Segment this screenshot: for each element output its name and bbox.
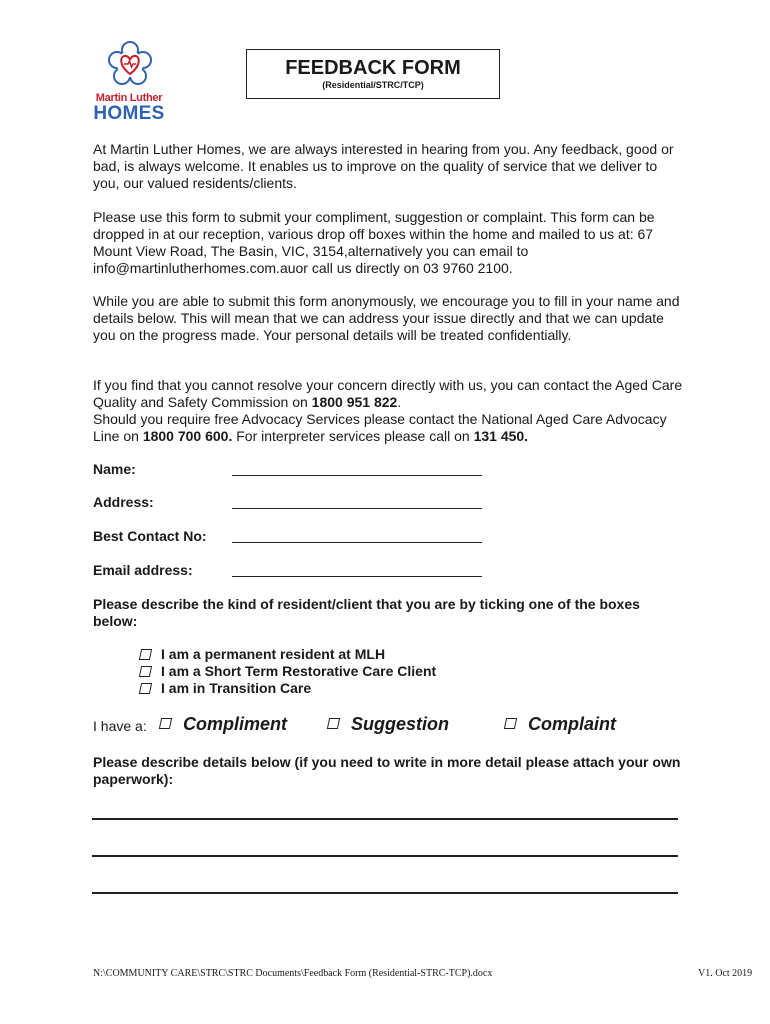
intro-paragraph-2: Please use this form to submit your compliment, suggestion or complaint. This form can be dropped in at our reception, various drop off boxes within the home and mailed to us at: 67 Mount View Road, The Basin, VIC, 3154,alternatively you can email to info@martinlutherhomes.com.auor call us directly on 03 9760 2100. xyxy=(93,209,655,276)
interpreter-text: For interpreter services please call on xyxy=(232,428,474,444)
advocacy-text: Should you require free Advocacy Services please contact the National Aged Care Advocacy Line on xyxy=(93,411,667,444)
form-title: FEEDBACK FORM xyxy=(285,57,461,79)
resident-option-strc[interactable] xyxy=(140,663,436,680)
complaint-label: Complaint xyxy=(528,714,616,734)
suggestion-label: Suggestion xyxy=(351,714,449,734)
resident-option-label: I am a Short Term Restorative Care Client xyxy=(161,663,437,679)
details-line-3[interactable] xyxy=(92,892,678,894)
checkbox-icon[interactable] xyxy=(327,718,340,729)
details-line-1[interactable] xyxy=(92,818,678,820)
resident-question: Please describe the kind of resident/client that you are by ticking one of the boxes below: xyxy=(93,596,640,629)
contact-label: Best Contact No: xyxy=(93,528,207,544)
feedback-type-label: I have a: xyxy=(93,718,147,734)
address-field[interactable] xyxy=(232,508,482,509)
compliment-option[interactable] xyxy=(160,713,287,735)
logo-text-line1: Martin Luther xyxy=(95,92,163,104)
checkbox-icon[interactable] xyxy=(139,683,152,694)
checkbox-icon[interactable] xyxy=(139,666,152,677)
logo-text-line2: HOMES xyxy=(93,103,165,124)
name-field[interactable] xyxy=(232,475,482,476)
intro-paragraph-1: At Martin Luther Homes, we are always interested in hearing from you. Any feedback, good or bad, is always welcome. It enables us to improve on the quality of service that we deliver to you, our valued residents/clients. xyxy=(93,141,674,191)
commission-period: . xyxy=(397,394,402,410)
details-question: Please describe details below (if you need to write in more detail please attach your own paperwork): xyxy=(93,754,681,787)
advocacy-phone: 1800 700 600. xyxy=(142,428,233,444)
name-label: Name: xyxy=(93,461,136,477)
footer-file-path: N:\COMMUNITY CARE\STRC\STRC Documents\Feedback Form (Residential-STRC-TCP).docx xyxy=(93,968,493,979)
suggestion-option[interactable] xyxy=(328,713,449,735)
email-label: Email address: xyxy=(93,562,193,578)
details-line-2[interactable] xyxy=(92,855,678,857)
interpreter-phone: 131 450. xyxy=(473,428,529,444)
commission-text: If you find that you cannot resolve your concern directly with us, you can contact the Aged Care Quality and Safety Commission on xyxy=(93,377,683,410)
checkbox-icon[interactable] xyxy=(139,649,152,660)
compliment-label: Compliment xyxy=(183,714,288,734)
checkbox-icon[interactable] xyxy=(159,718,172,729)
contact-field[interactable] xyxy=(232,542,482,543)
address-label: Address: xyxy=(93,494,154,510)
resident-option-label: I am in Transition Care xyxy=(161,680,312,696)
title-box xyxy=(246,49,500,99)
intro-paragraph-4 xyxy=(93,377,683,445)
resident-option-permanent[interactable] xyxy=(140,646,385,663)
checkbox-icon[interactable] xyxy=(504,718,517,729)
email-field[interactable] xyxy=(232,576,482,577)
footer-version: V1. Oct 2019 xyxy=(698,968,753,979)
form-subtitle: (Residential/STRC/TCP) xyxy=(322,80,424,90)
intro-paragraph-3: While you are able to submit this form anonymously, we encourage you to fill in your name and details below. This will mean that we can address your issue directly and that we can update you on the progress made. Your personal details will be treated confidentially. xyxy=(93,293,680,343)
resident-option-label: I am a permanent resident at MLH xyxy=(161,646,386,662)
logo xyxy=(92,40,172,124)
resident-option-transition[interactable] xyxy=(140,680,311,697)
commission-phone: 1800 951 822 xyxy=(311,394,398,410)
flower-heart-icon xyxy=(106,40,154,90)
complaint-option[interactable] xyxy=(505,713,616,735)
